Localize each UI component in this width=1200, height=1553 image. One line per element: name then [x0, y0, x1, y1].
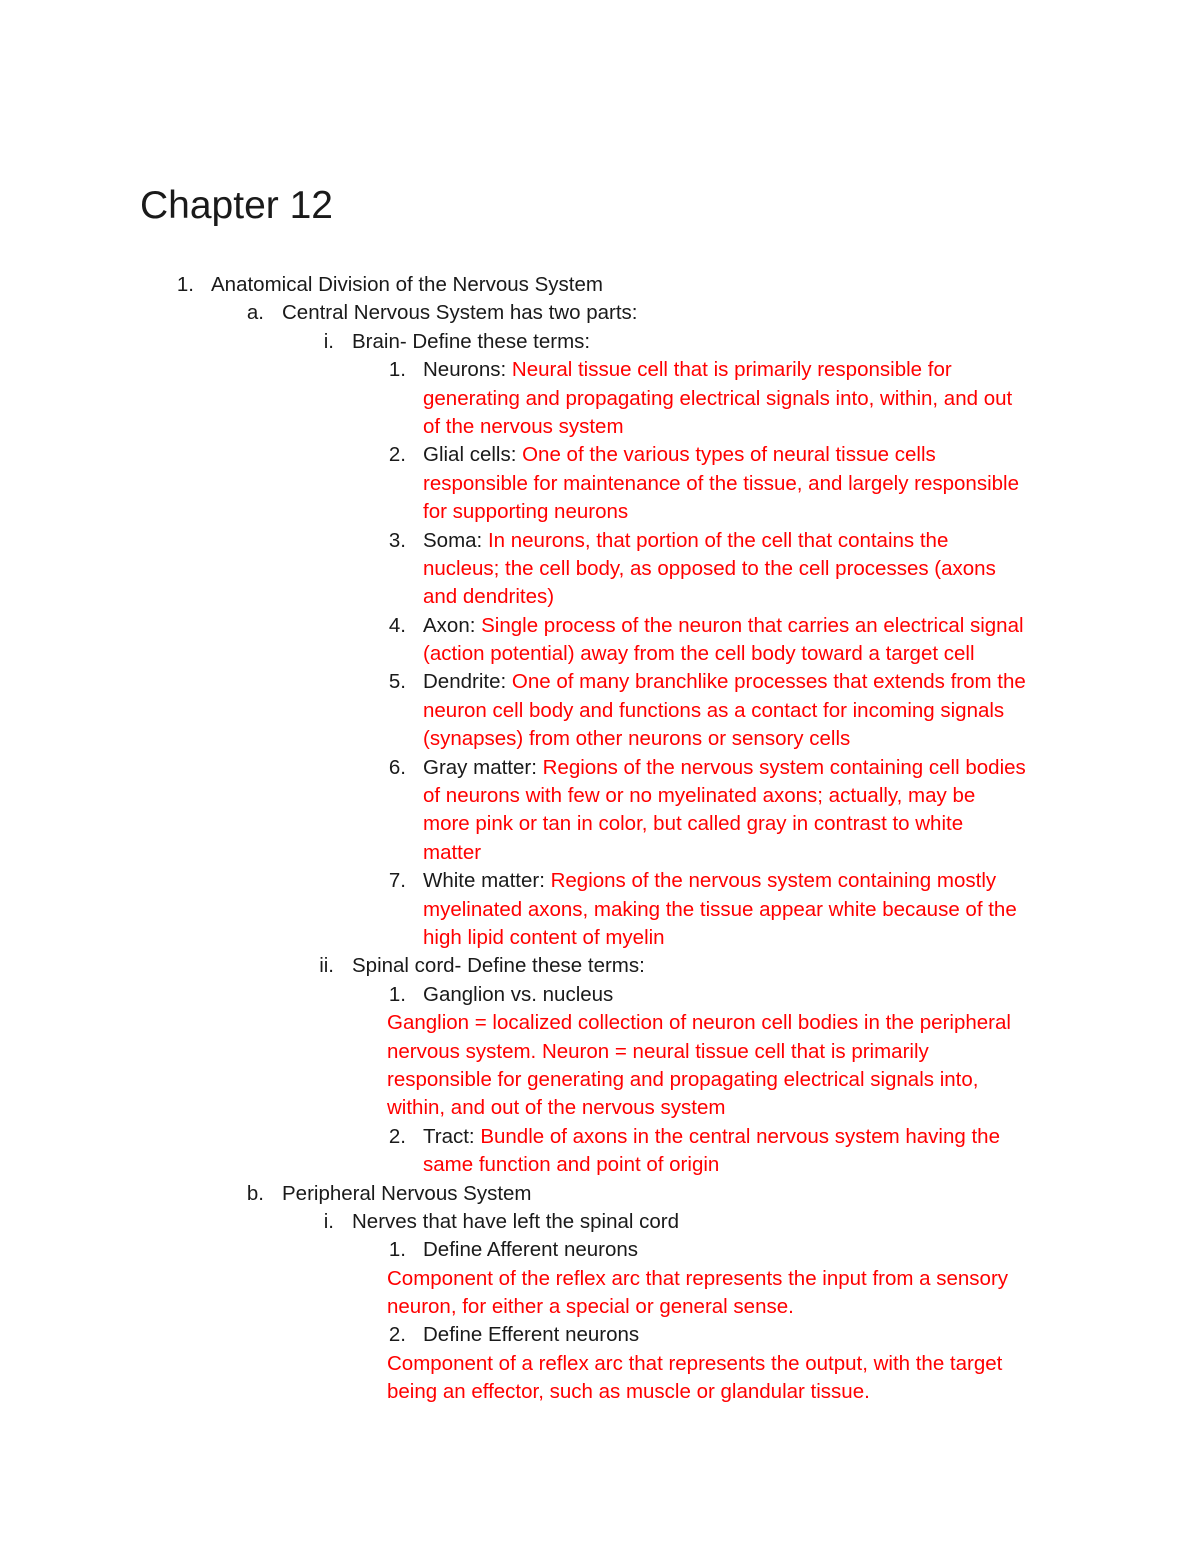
- answer-text: One of the various types of neural tissue cells: [522, 443, 936, 467]
- term-label: Soma:: [423, 528, 488, 552]
- line-text: [352, 952, 645, 980]
- line-text: [423, 1236, 638, 1264]
- term-label: Anatomical Division of the Nervous System: [211, 273, 603, 296]
- outline-line: [0, 697, 1200, 725]
- line-text: [211, 271, 603, 299]
- line-text: [423, 867, 996, 895]
- outline-line: [0, 356, 1200, 384]
- line-text: [387, 1378, 870, 1406]
- line-text: [387, 1094, 725, 1122]
- answer-text: being an effector, such as muscle or glandular tissue.: [387, 1380, 870, 1404]
- answer-text: neuron cell body and functions as a contact for incoming signals: [423, 698, 1005, 722]
- line-text: [352, 1208, 679, 1236]
- list-marker: ii.: [319, 954, 334, 978]
- list-marker: 1.: [176, 273, 194, 296]
- answer-text: matter: [423, 840, 482, 864]
- line-text: [423, 782, 975, 810]
- line-text: [387, 1009, 1011, 1037]
- answer-text: of neurons with few or no myelinated axons; actually, may be: [423, 784, 976, 808]
- outline-line: [0, 1350, 1200, 1378]
- answer-text: generating and propagating electrical signals into, within, and out: [423, 386, 1013, 410]
- line-text: [282, 1180, 532, 1208]
- list-marker: 1.: [388, 358, 406, 382]
- term-label: Spinal cord- Define these terms:: [352, 954, 645, 978]
- outline-line: [0, 1180, 1200, 1208]
- page-title: Chapter 12: [140, 184, 333, 227]
- term-label: Gray matter:: [423, 755, 543, 779]
- list-marker: b.: [246, 1181, 264, 1205]
- line-text: [387, 1350, 1002, 1378]
- outline-line: [0, 896, 1200, 924]
- outline-line: [0, 1151, 1200, 1179]
- outline-line: [0, 952, 1200, 980]
- outline-line: [0, 583, 1200, 611]
- list-marker: a.: [246, 301, 264, 325]
- answer-text: (synapses) from other neurons or sensory cells: [423, 727, 851, 751]
- outline-line: [0, 1094, 1200, 1122]
- answer-text: of the nervous system: [423, 414, 624, 438]
- line-text: [423, 810, 963, 838]
- answer-text: Bundle of axons in the central nervous system having the: [480, 1124, 1000, 1148]
- answer-text: myelinated axons, making the tissue appear white because of the: [423, 897, 1017, 921]
- answer-text: responsible for maintenance of the tissue, and largely responsible: [423, 471, 1019, 495]
- outline-list: [0, 271, 1200, 1407]
- answer-text: Regions of the nervous system containing cell bodies: [542, 755, 1026, 779]
- term-label: Define Afferent neurons: [423, 1238, 639, 1262]
- line-text: [387, 1066, 978, 1094]
- line-text: [423, 697, 1004, 725]
- outline-line: [0, 470, 1200, 498]
- outline-line: [0, 1066, 1200, 1094]
- outline-line: [0, 385, 1200, 413]
- line-text: [423, 668, 1026, 696]
- outline-line: [0, 839, 1200, 867]
- answer-text: within, and out of the nervous system: [387, 1096, 726, 1120]
- line-text: [423, 498, 628, 526]
- outline-line: [0, 1236, 1200, 1264]
- answer-text: same function and point of origin: [423, 1153, 720, 1177]
- outline-line: [0, 640, 1200, 668]
- outline-line: [0, 668, 1200, 696]
- answer-text: and dendrites): [423, 585, 555, 609]
- answer-text: (action potential) away from the cell body toward a target cell: [423, 642, 975, 666]
- outline-line: [0, 555, 1200, 583]
- term-label: Nerves that have left the spinal cord: [352, 1209, 680, 1233]
- outline-line: [0, 498, 1200, 526]
- outline-line: [0, 754, 1200, 782]
- line-text: [423, 924, 665, 952]
- outline-line: [0, 1265, 1200, 1293]
- term-label: Neurons:: [423, 358, 512, 382]
- line-text: [423, 441, 936, 469]
- outline-line: [0, 271, 1200, 299]
- answer-text: for supporting neurons: [423, 500, 629, 524]
- line-text: [387, 1293, 794, 1321]
- line-text: [423, 839, 481, 867]
- term-label: Central Nervous System has two parts:: [282, 301, 638, 325]
- outline-line: [0, 527, 1200, 555]
- line-text: [387, 1265, 1008, 1293]
- term-label: Axon:: [423, 613, 482, 637]
- line-text: [423, 527, 948, 555]
- outline-line: [0, 441, 1200, 469]
- answer-text: nervous system. Neuron = neural tissue cell that is primarily: [387, 1039, 929, 1063]
- line-text: [423, 725, 850, 753]
- line-text: [423, 1123, 1000, 1151]
- answer-text: more pink or tan in color, but called gray in contrast to white: [423, 812, 964, 836]
- answer-text: Neural tissue cell that is primarily responsible for: [511, 358, 952, 382]
- answer-text: One of many branchlike processes that extends from the: [511, 670, 1026, 694]
- list-marker: 2.: [388, 443, 406, 467]
- term-label: Peripheral Nervous System: [282, 1181, 532, 1205]
- line-text: [352, 328, 590, 356]
- line-text: [423, 385, 1012, 413]
- outline-line: [0, 612, 1200, 640]
- outline-line: [0, 867, 1200, 895]
- line-text: [423, 896, 1017, 924]
- answer-text: In neurons, that portion of the cell that contains the: [487, 528, 949, 552]
- term-label: Glial cells:: [423, 443, 523, 467]
- list-marker: i.: [323, 329, 334, 353]
- outline-line: [0, 782, 1200, 810]
- list-marker: 2.: [388, 1323, 406, 1347]
- list-marker: 4.: [388, 613, 406, 637]
- outline-line: [0, 1123, 1200, 1151]
- line-text: [423, 754, 1026, 782]
- line-text: [423, 1151, 719, 1179]
- list-marker: 2.: [388, 1124, 406, 1148]
- line-text: [423, 413, 624, 441]
- term-label: Define Efferent neurons: [423, 1323, 640, 1347]
- list-marker: i.: [323, 1209, 334, 1233]
- term-label: Tract:: [423, 1124, 481, 1148]
- line-text: [423, 583, 554, 611]
- list-marker: 1.: [388, 982, 406, 1006]
- list-marker: 3.: [388, 528, 406, 552]
- outline-line: [0, 299, 1200, 327]
- answer-text: Ganglion = localized collection of neuron cell bodies in the peripheral: [387, 1011, 1011, 1035]
- line-text: [423, 1321, 639, 1349]
- list-marker: 1.: [388, 1238, 406, 1262]
- line-text: [282, 299, 637, 327]
- outline-line: [0, 924, 1200, 952]
- answer-text: Component of a reflex arc that represents the output, with the target: [387, 1351, 1003, 1375]
- answer-text: Regions of the nervous system containing mostly: [550, 869, 997, 893]
- answer-text: neuron, for either a special or general sense.: [387, 1295, 794, 1319]
- outline-line: [0, 1009, 1200, 1037]
- list-marker: 7.: [388, 869, 406, 893]
- answer-text: Single process of the neuron that carries an electrical signal: [481, 613, 1024, 637]
- answer-text: nucleus; the cell body, as opposed to the cell processes (axons: [423, 556, 996, 580]
- answer-text: responsible for generating and propagating electrical signals into,: [387, 1067, 979, 1091]
- outline-line: [0, 1321, 1200, 1349]
- outline-line: [0, 1293, 1200, 1321]
- term-label: Ganglion vs. nucleus: [423, 982, 614, 1006]
- list-marker: 6.: [388, 755, 406, 779]
- term-label: Brain- Define these terms:: [352, 329, 591, 353]
- outline-line: [0, 981, 1200, 1009]
- line-text: [423, 470, 1019, 498]
- outline-line: [0, 328, 1200, 356]
- answer-text: Component of the reflex arc that represents the input from a sensory: [387, 1266, 1009, 1290]
- outline-line: [0, 1038, 1200, 1066]
- term-label: Dendrite:: [423, 670, 512, 694]
- outline-line: [0, 810, 1200, 838]
- line-text: [423, 612, 1024, 640]
- outline-line: [0, 725, 1200, 753]
- line-text: [387, 1038, 929, 1066]
- list-marker: 5.: [388, 670, 406, 694]
- outline-line: [0, 1208, 1200, 1236]
- line-text: [423, 981, 613, 1009]
- term-label: White matter:: [423, 869, 551, 893]
- outline-line: [0, 413, 1200, 441]
- answer-text: high lipid content of myelin: [423, 925, 665, 949]
- line-text: [423, 555, 996, 583]
- outline-line: [0, 1378, 1200, 1406]
- line-text: [423, 640, 975, 668]
- line-text: [423, 356, 952, 384]
